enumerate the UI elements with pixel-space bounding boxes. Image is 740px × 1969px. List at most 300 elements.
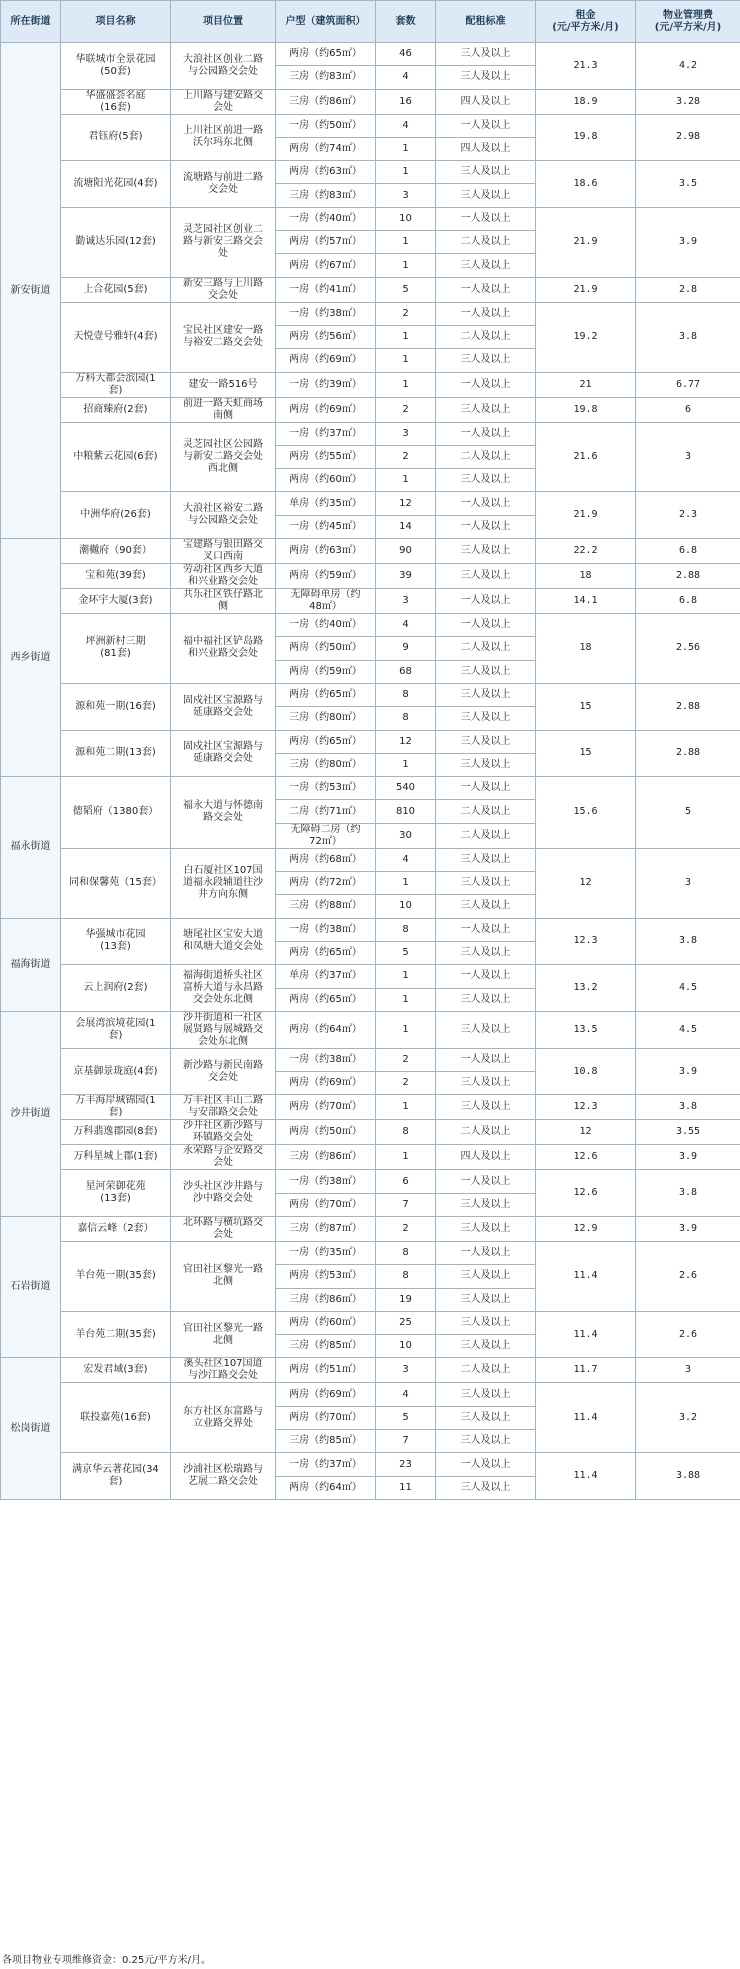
rent-standard-cell: 三人及以上 [436,1265,536,1288]
col-header-standard: 配租标准 [436,1,536,43]
table-row [1,564,740,589]
project-name-cell: 中洲华府(26套) [61,492,171,539]
project-location-cell: 白石厦社区107国 道福永段辅道往沙 井方向东侧 [171,848,276,918]
project-name-cell: 羊台苑一期(35套) [61,1241,171,1311]
unit-count-cell: 10 [376,1335,436,1358]
col-header-fee: 物业管理费 (元/平方米/月) [636,1,740,43]
rent-cell: 19.8 [536,114,636,161]
unit-count-cell: 1 [376,965,436,988]
table-row [1,1011,740,1048]
unit-type-cell: 一房（约37㎡） [276,422,376,445]
rent-standard-cell: 二人及以上 [436,325,536,348]
unit-count-cell: 39 [376,564,436,589]
table-row [1,1216,740,1241]
unit-type-cell: 三房（约86㎡） [276,89,376,114]
project-name-cell: 会展湾滨境花园(1 套) [61,1011,171,1048]
unit-type-cell: 三房（约80㎡） [276,753,376,776]
unit-count-cell: 1 [376,254,436,277]
unit-count-cell: 9 [376,637,436,660]
property-fee-cell: 3.8 [636,1170,740,1217]
table-row [1,277,740,302]
project-location-cell: 塘尾社区宝安大道 和凤塘大道交会处 [171,918,276,965]
unit-type-cell: 两房（约65㎡） [276,941,376,964]
unit-count-cell: 1 [376,325,436,348]
unit-type-cell: 一房（约50㎡） [276,114,376,137]
project-location-cell: 固戍社区宝源路与 延康路交会处 [171,730,276,777]
rent-cell: 12.3 [536,918,636,965]
rent-cell: 18.6 [536,161,636,208]
unit-type-cell: 一房（约41㎡） [276,277,376,302]
rent-standard-cell: 一人及以上 [436,1170,536,1193]
unit-count-cell: 68 [376,660,436,683]
project-location-cell: 北环路与横坑路交 会处 [171,1216,276,1241]
project-location-cell: 万丰社区丰山二路 与安部路交会处 [171,1095,276,1120]
rent-standard-cell: 三人及以上 [436,1288,536,1311]
property-fee-cell: 2.8 [636,277,740,302]
project-location-cell: 官田社区黎光一路 北侧 [171,1241,276,1311]
project-name-cell: 坪洲新村三期 (81套) [61,614,171,684]
rent-cell: 14.1 [536,589,636,614]
project-name-cell: 上合花园(5套) [61,277,171,302]
unit-count-cell: 8 [376,1265,436,1288]
project-name-cell: 华强城市花园 (13套) [61,918,171,965]
rent-cell: 12.3 [536,1095,636,1120]
rent-standard-cell: 三人及以上 [436,1383,536,1406]
unit-count-cell: 4 [376,114,436,137]
rent-standard-cell: 三人及以上 [436,1011,536,1048]
unit-count-cell: 12 [376,492,436,515]
unit-type-cell: 三房（约86㎡） [276,1288,376,1311]
unit-count-cell: 810 [376,800,436,823]
project-location-cell: 劳动社区西乡大道 和兴业路交会处 [171,564,276,589]
project-location-cell: 福海街道桥头社区 富桥大道与永昌路 交会处东北侧 [171,965,276,1012]
table-row [1,302,740,325]
rent-standard-cell: 一人及以上 [436,277,536,302]
rent-cell: 12 [536,848,636,918]
project-name-cell: 金环宇大厦(3套) [61,589,171,614]
project-name-cell: 联投嘉苑(16套) [61,1383,171,1453]
unit-count-cell: 1 [376,988,436,1011]
unit-type-cell: 两房（约68㎡） [276,848,376,871]
project-location-cell: 溪头社区107国道 与沙江路交会处 [171,1358,276,1383]
project-name-cell: 华盛盛荟名庭 (16套) [61,89,171,114]
col-header-project: 项目名称 [61,1,171,43]
rent-standard-cell: 一人及以上 [436,302,536,325]
rent-cell: 21.3 [536,43,636,90]
project-location-cell: 新沙路与新民南路 交会处 [171,1048,276,1095]
unit-count-cell: 5 [376,277,436,302]
unit-type-cell: 一房（约37㎡） [276,1453,376,1476]
unit-count-cell: 1 [376,753,436,776]
table-row [1,589,740,614]
rent-standard-cell: 二人及以上 [436,637,536,660]
property-fee-cell: 3.9 [636,207,740,277]
rent-standard-cell: 三人及以上 [436,469,536,492]
table-row [1,1048,740,1071]
table-row [1,777,740,800]
rent-standard-cell: 三人及以上 [436,564,536,589]
table-row [1,422,740,445]
unit-count-cell: 1 [376,872,436,895]
project-name-cell: 星河荣御花苑 (13套) [61,1170,171,1217]
project-location-cell: 沙井街道和一社区 展贤路与展城路交 会处东北侧 [171,1011,276,1048]
table-row [1,89,740,114]
property-fee-cell: 2.88 [636,564,740,589]
district-cell: 福海街道 [1,918,61,1011]
rent-standard-cell: 二人及以上 [436,1120,536,1145]
unit-count-cell: 2 [376,302,436,325]
table-body [1,43,740,1500]
unit-type-cell: 两房（约65㎡） [276,43,376,66]
project-name-cell: 德韬府（1380套） [61,777,171,849]
property-fee-cell: 4.5 [636,1011,740,1048]
rent-cell: 18 [536,614,636,684]
unit-type-cell: 一房（约53㎡） [276,777,376,800]
project-location-cell: 建安一路516号 [171,372,276,397]
project-location-cell: 沙浦社区松瑞路与 艺展二路交会处 [171,1453,276,1500]
col-header-unit-type: 户型（建筑面积） [276,1,376,43]
unit-type-cell: 三房（约80㎡） [276,707,376,730]
rent-standard-cell: 三人及以上 [436,753,536,776]
property-fee-cell: 2.88 [636,730,740,777]
property-fee-cell: 2.6 [636,1241,740,1311]
property-fee-cell: 6.77 [636,372,740,397]
property-fee-cell: 6 [636,397,740,422]
unit-type-cell: 一房（约40㎡） [276,207,376,230]
unit-type-cell: 单房（约35㎡） [276,492,376,515]
rent-standard-cell: 三人及以上 [436,539,536,564]
project-name-cell: 同和保馨苑（15套） [61,848,171,918]
rent-standard-cell: 二人及以上 [436,800,536,823]
unit-count-cell: 1 [376,137,436,160]
unit-type-cell: 两房（约69㎡） [276,349,376,372]
unit-type-cell: 两房（约70㎡） [276,1406,376,1429]
rent-cell: 21.9 [536,277,636,302]
unit-count-cell: 1 [376,349,436,372]
rent-standard-cell: 二人及以上 [436,1358,536,1383]
project-location-cell: 宝建路与银田路交 叉口西南 [171,539,276,564]
rent-cell: 12.9 [536,1216,636,1241]
table-row [1,614,740,637]
table-row [1,730,740,753]
unit-type-cell: 三房（约88㎡） [276,895,376,918]
col-header-district: 所在街道 [1,1,61,43]
rent-standard-cell: 三人及以上 [436,161,536,184]
project-location-cell: 灵芝园社区创业二 路与新安三路交会 处 [171,207,276,277]
unit-count-cell: 1 [376,372,436,397]
unit-type-cell: 两房（约57㎡） [276,231,376,254]
rent-cell: 21.9 [536,207,636,277]
unit-count-cell: 12 [376,730,436,753]
unit-count-cell: 1 [376,161,436,184]
table-row [1,1170,740,1193]
rent-standard-cell: 一人及以上 [436,207,536,230]
rent-standard-cell: 三人及以上 [436,707,536,730]
unit-type-cell: 两房（约50㎡） [276,637,376,660]
unit-type-cell: 单房（约37㎡） [276,965,376,988]
unit-type-cell: 无障碍二房（约 72㎡） [276,823,376,848]
property-fee-cell: 3.2 [636,1383,740,1453]
table-row [1,1241,740,1264]
rent-standard-cell: 三人及以上 [436,1216,536,1241]
unit-count-cell: 8 [376,1120,436,1145]
rent-cell: 11.4 [536,1311,636,1358]
table-row [1,848,740,871]
project-name-cell: 源和苑二期(13套) [61,730,171,777]
property-fee-cell: 3.9 [636,1145,740,1170]
unit-count-cell: 4 [376,848,436,871]
rent-cell: 15 [536,683,636,730]
rent-cell: 22.2 [536,539,636,564]
district-cell: 新安街道 [1,43,61,539]
unit-type-cell: 一房（约35㎡） [276,1241,376,1264]
unit-count-cell: 1 [376,1011,436,1048]
rent-standard-cell: 一人及以上 [436,114,536,137]
rent-cell: 19.8 [536,397,636,422]
rent-standard-cell: 二人及以上 [436,823,536,848]
unit-type-cell: 三房（约85㎡） [276,1430,376,1453]
project-location-cell: 福中福社区铲岛路 和兴业路交会处 [171,614,276,684]
header-row [1,1,740,43]
rent-cell: 12 [536,1120,636,1145]
unit-type-cell: 两房（约55㎡） [276,445,376,468]
project-location-cell: 官田社区黎光一路 北侧 [171,1311,276,1358]
rent-standard-cell: 三人及以上 [436,895,536,918]
unit-count-cell: 10 [376,895,436,918]
rent-standard-cell: 三人及以上 [436,43,536,66]
project-name-cell: 羊台苑二期(35套) [61,1311,171,1358]
project-name-cell: 云上润府(2套) [61,965,171,1012]
col-header-rent: 租金 (元/平方米/月) [536,1,636,43]
property-fee-cell: 3 [636,1358,740,1383]
unit-count-cell: 2 [376,1048,436,1071]
project-name-cell: 宏发君域(3套) [61,1358,171,1383]
project-location-cell: 流塘路与前进二路 交会处 [171,161,276,208]
rent-cell: 11.7 [536,1358,636,1383]
unit-type-cell: 三房（约87㎡） [276,1216,376,1241]
unit-type-cell: 两房（约65㎡） [276,988,376,1011]
project-name-cell: 满京华云著花园(34 套) [61,1453,171,1500]
project-location-cell: 福永大道与怀德南 路交会处 [171,777,276,849]
rent-cell: 11.4 [536,1383,636,1453]
unit-count-cell: 2 [376,397,436,422]
unit-type-cell: 一房（约38㎡） [276,918,376,941]
unit-count-cell: 3 [376,1358,436,1383]
project-name-cell: 万科翡逸郡园(8套) [61,1120,171,1145]
unit-type-cell: 一房（约38㎡） [276,1170,376,1193]
unit-type-cell: 两房（约59㎡） [276,660,376,683]
project-name-cell: 勤诚达乐园(12套) [61,207,171,277]
property-fee-cell: 3.8 [636,1095,740,1120]
rent-standard-cell: 一人及以上 [436,515,536,538]
rent-cell: 21.9 [536,492,636,539]
unit-count-cell: 11 [376,1476,436,1499]
unit-type-cell: 两房（约69㎡） [276,1383,376,1406]
table-row [1,1383,740,1406]
property-fee-cell: 3.9 [636,1216,740,1241]
unit-count-cell: 2 [376,445,436,468]
unit-count-cell: 23 [376,1453,436,1476]
unit-type-cell: 两房（约63㎡） [276,161,376,184]
rent-standard-cell: 一人及以上 [436,492,536,515]
property-fee-cell: 2.6 [636,1311,740,1358]
rent-standard-cell: 三人及以上 [436,1430,536,1453]
unit-type-cell: 两房（约69㎡） [276,1072,376,1095]
table-row [1,918,740,941]
unit-count-cell: 19 [376,1288,436,1311]
project-location-cell: 东方社区东富路与 立业路交界处 [171,1383,276,1453]
unit-count-cell: 1 [376,1095,436,1120]
property-fee-cell: 3.9 [636,1048,740,1095]
unit-type-cell: 两房（约70㎡） [276,1095,376,1120]
table-row [1,397,740,422]
rent-cell: 15.6 [536,777,636,849]
property-fee-cell: 4.2 [636,43,740,90]
unit-count-cell: 16 [376,89,436,114]
rent-standard-cell: 三人及以上 [436,1311,536,1334]
project-location-cell: 宝民社区建安一路 与裕安二路交会处 [171,302,276,372]
district-cell: 福永街道 [1,777,61,918]
rent-cell: 21.6 [536,422,636,492]
property-fee-cell: 5 [636,777,740,849]
unit-count-cell: 46 [376,43,436,66]
rent-standard-cell: 三人及以上 [436,683,536,706]
rent-standard-cell: 一人及以上 [436,614,536,637]
rent-cell: 21 [536,372,636,397]
project-location-cell: 上川路与建安路交 会处 [171,89,276,114]
project-location-cell: 沙井社区新沙路与 环镇路交会处 [171,1120,276,1145]
project-location-cell: 新安三路与上川路 交会处 [171,277,276,302]
unit-type-cell: 两房（约50㎡） [276,1120,376,1145]
district-cell: 沙井街道 [1,1011,61,1216]
rent-standard-cell: 一人及以上 [436,965,536,988]
rent-standard-cell: 一人及以上 [436,777,536,800]
project-name-cell: 华联城市全景花园 (50套) [61,43,171,90]
rent-cell: 11.4 [536,1241,636,1311]
unit-count-cell: 3 [376,422,436,445]
rent-standard-cell: 三人及以上 [436,397,536,422]
project-location-cell: 上川社区前进一路 沃尔玛东北侧 [171,114,276,161]
rent-standard-cell: 一人及以上 [436,589,536,614]
rent-cell: 19.2 [536,302,636,372]
project-name-cell: 宝和苑(39套) [61,564,171,589]
rent-standard-cell: 一人及以上 [436,1453,536,1476]
unit-type-cell: 两房（约56㎡） [276,325,376,348]
rent-cell: 15 [536,730,636,777]
unit-type-cell: 两房（约70㎡） [276,1193,376,1216]
unit-type-cell: 两房（约69㎡） [276,397,376,422]
rent-standard-cell: 三人及以上 [436,848,536,871]
rent-standard-cell: 三人及以上 [436,988,536,1011]
unit-type-cell: 两房（约64㎡） [276,1476,376,1499]
unit-type-cell: 两房（约65㎡） [276,683,376,706]
table-row [1,161,740,184]
rent-cell: 12.6 [536,1170,636,1217]
table-row [1,1145,740,1170]
table-row [1,1311,740,1334]
property-fee-cell: 3.28 [636,89,740,114]
project-name-cell: 嘉信云峰（2套） [61,1216,171,1241]
rent-standard-cell: 二人及以上 [436,231,536,254]
unit-type-cell: 两房（约64㎡） [276,1011,376,1048]
rent-standard-cell: 三人及以上 [436,349,536,372]
unit-type-cell: 无障碍单房（约 48㎡） [276,589,376,614]
footnote: 各项目物业专项维修资金：0.25元/平方米/月。 [2,1955,212,1966]
rent-standard-cell: 三人及以上 [436,660,536,683]
rent-standard-cell: 三人及以上 [436,1095,536,1120]
unit-type-cell: 两房（约60㎡） [276,1311,376,1334]
unit-type-cell: 一房（约40㎡） [276,614,376,637]
table-row [1,207,740,230]
rent-standard-cell: 三人及以上 [436,66,536,89]
unit-count-cell: 3 [376,184,436,207]
project-location-cell: 大浪社区创业二路 与公园路交会处 [171,43,276,90]
table-row [1,1120,740,1145]
unit-type-cell: 两房（约67㎡） [276,254,376,277]
rent-standard-cell: 三人及以上 [436,1072,536,1095]
unit-type-cell: 三房（约85㎡） [276,1335,376,1358]
unit-type-cell: 一房（约45㎡） [276,515,376,538]
unit-type-cell: 两房（约63㎡） [276,539,376,564]
unit-count-cell: 1 [376,231,436,254]
rent-standard-cell: 一人及以上 [436,918,536,941]
unit-type-cell: 一房（约39㎡） [276,372,376,397]
table-row [1,1095,740,1120]
property-fee-cell: 4.5 [636,965,740,1012]
property-fee-cell: 6.8 [636,589,740,614]
rent-standard-cell: 四人及以上 [436,1145,536,1170]
col-header-count: 套数 [376,1,436,43]
rent-cell: 12.6 [536,1145,636,1170]
unit-type-cell: 两房（约59㎡） [276,564,376,589]
project-name-cell: 君钰府(5套) [61,114,171,161]
rent-cell: 13.5 [536,1011,636,1048]
unit-type-cell: 两房（约53㎡） [276,1265,376,1288]
unit-count-cell: 5 [376,941,436,964]
rent-cell: 10.8 [536,1048,636,1095]
unit-type-cell: 二房（约71㎡） [276,800,376,823]
district-cell: 松岗街道 [1,1358,61,1499]
table-row [1,683,740,706]
unit-count-cell: 4 [376,614,436,637]
unit-count-cell: 7 [376,1430,436,1453]
project-location-cell: 共乐社区铁仔路北 侧 [171,589,276,614]
unit-count-cell: 8 [376,918,436,941]
property-fee-cell: 3.5 [636,161,740,208]
rent-standard-cell: 三人及以上 [436,730,536,753]
rent-standard-cell: 二人及以上 [436,445,536,468]
table-row [1,1453,740,1476]
unit-count-cell: 1 [376,469,436,492]
rent-cell: 18.9 [536,89,636,114]
unit-count-cell: 4 [376,66,436,89]
unit-type-cell: 两房（约72㎡） [276,872,376,895]
unit-type-cell: 三房（约83㎡） [276,66,376,89]
unit-count-cell: 25 [376,1311,436,1334]
table-row [1,492,740,515]
rent-standard-cell: 三人及以上 [436,1335,536,1358]
rent-standard-cell: 一人及以上 [436,1241,536,1264]
unit-count-cell: 1 [376,1145,436,1170]
project-name-cell: 京基御景珑庭(4套) [61,1048,171,1095]
rent-standard-cell: 四人及以上 [436,89,536,114]
district-cell: 西乡街道 [1,539,61,777]
unit-count-cell: 5 [376,1406,436,1429]
table-row [1,114,740,137]
table-row [1,965,740,988]
property-fee-cell: 3 [636,848,740,918]
rent-standard-cell: 一人及以上 [436,422,536,445]
